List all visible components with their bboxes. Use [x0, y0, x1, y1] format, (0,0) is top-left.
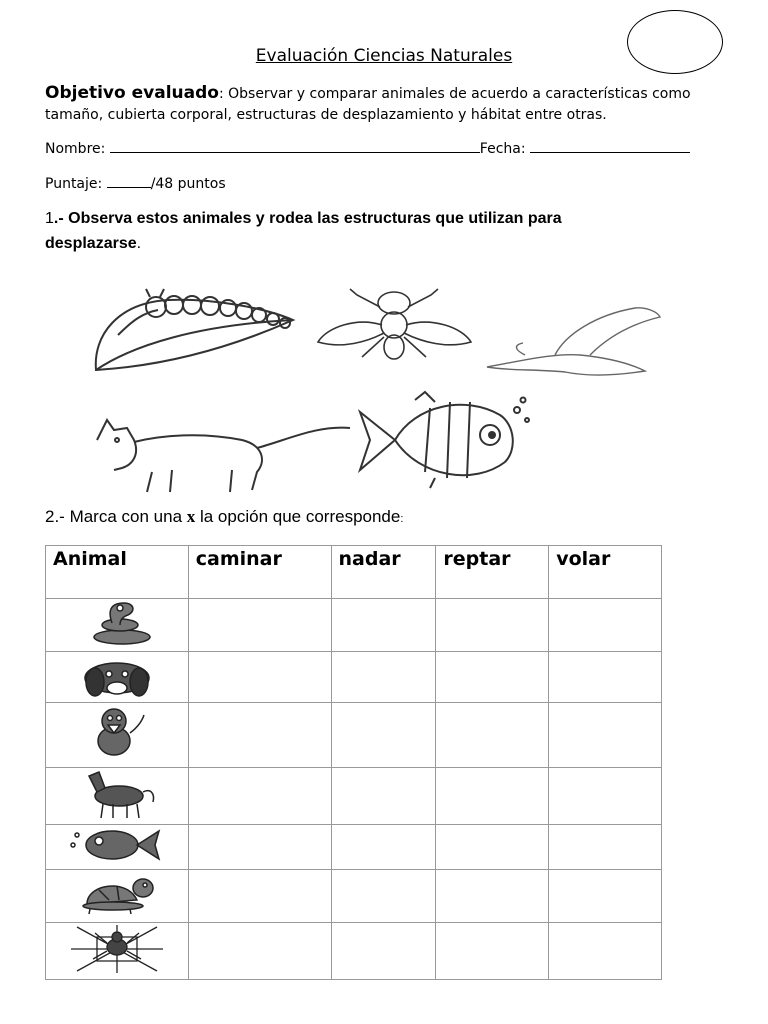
- objective-label: Objetivo evaluado: [45, 83, 219, 103]
- table-row: [46, 703, 662, 768]
- cell-volar[interactable]: [549, 768, 662, 825]
- animal-cell: [46, 599, 189, 652]
- cell-nadar[interactable]: [331, 703, 436, 768]
- cell-volar[interactable]: [549, 923, 662, 980]
- header-reptar: reptar: [436, 546, 549, 599]
- cell-caminar[interactable]: [188, 652, 331, 703]
- objective-text: : Observar y comparar animales de acuerdo a características como tamaño, cubierta corporal, estructuras de desplazamiento y hábitat entre otras.: [45, 86, 691, 123]
- table-row: [46, 599, 662, 652]
- objective: [45, 83, 735, 125]
- table-row: [46, 652, 662, 703]
- score-field[interactable]: [107, 174, 151, 188]
- snake-icon: [72, 599, 162, 647]
- question-2: 2.- Marca con una x la opción que corresponde:: [45, 507, 404, 526]
- page-title: Evaluación Ciencias Naturales: [255, 46, 513, 66]
- caterpillar-leaf-icon: [88, 285, 303, 385]
- score-label: Puntaje:: [45, 176, 107, 192]
- animal-cell: [46, 825, 189, 870]
- cell-nadar[interactable]: [331, 870, 436, 923]
- movement-table: [45, 545, 662, 980]
- striped-fish-icon: [355, 390, 535, 490]
- cell-nadar[interactable]: [331, 768, 436, 825]
- horse-icon: [69, 768, 164, 820]
- spider-icon: [67, 923, 167, 975]
- cell-nadar[interactable]: [331, 652, 436, 703]
- cell-nadar[interactable]: [331, 825, 436, 870]
- cell-reptar[interactable]: [436, 599, 549, 652]
- score-suffix: /48 puntos: [150, 176, 226, 192]
- cell-nadar[interactable]: [331, 923, 436, 980]
- cell-reptar[interactable]: [436, 703, 549, 768]
- header-nadar: nadar: [331, 546, 436, 599]
- animal-cell: [46, 703, 189, 768]
- animal-cell: [46, 870, 189, 923]
- date-label: Fecha:: [479, 141, 531, 157]
- turtle-icon: [69, 870, 164, 918]
- cell-caminar[interactable]: [188, 825, 331, 870]
- cell-volar[interactable]: [549, 652, 662, 703]
- cell-caminar[interactable]: [188, 703, 331, 768]
- cat-icon: [92, 410, 352, 495]
- cell-volar[interactable]: [549, 870, 662, 923]
- name-field[interactable]: [110, 139, 480, 153]
- table-row: [46, 923, 662, 980]
- cell-caminar[interactable]: [188, 768, 331, 825]
- cell-volar[interactable]: [549, 825, 662, 870]
- fly-icon: [312, 287, 477, 362]
- animal-cell: [46, 923, 189, 980]
- cell-reptar[interactable]: [436, 768, 549, 825]
- cell-reptar[interactable]: [436, 825, 549, 870]
- score-line: [45, 174, 226, 192]
- cell-reptar[interactable]: [436, 923, 549, 980]
- cell-caminar[interactable]: [188, 923, 331, 980]
- cell-reptar[interactable]: [436, 652, 549, 703]
- header-volar: volar: [549, 546, 662, 599]
- question-1: 1.- Observa estos animales y rodea las estructuras que utilizan para desplazarse.: [45, 210, 562, 252]
- name-date-line: [45, 139, 690, 157]
- cell-nadar[interactable]: [331, 599, 436, 652]
- cell-caminar[interactable]: [188, 870, 331, 923]
- header-caminar: caminar: [188, 546, 331, 599]
- name-label: Nombre:: [45, 141, 110, 157]
- table-row: [46, 768, 662, 825]
- question-1-number: 1: [45, 210, 54, 227]
- fish-icon: [67, 825, 167, 865]
- cell-caminar[interactable]: [188, 599, 331, 652]
- cell-volar[interactable]: [549, 703, 662, 768]
- bird-icon: [72, 703, 162, 763]
- table-header-row: [46, 546, 662, 599]
- header-animal: Animal: [46, 546, 189, 599]
- cell-reptar[interactable]: [436, 870, 549, 923]
- table-row: [46, 870, 662, 923]
- question-1-text: .- Observa estos animales y rodea las estructuras que utilizan para desplazarse: [45, 210, 562, 252]
- seagull-icon: [485, 305, 665, 380]
- date-field[interactable]: [530, 139, 690, 153]
- cell-volar[interactable]: [549, 599, 662, 652]
- table-row: [46, 825, 662, 870]
- dog-icon: [67, 652, 167, 698]
- animal-cell: [46, 768, 189, 825]
- animal-cell: [46, 652, 189, 703]
